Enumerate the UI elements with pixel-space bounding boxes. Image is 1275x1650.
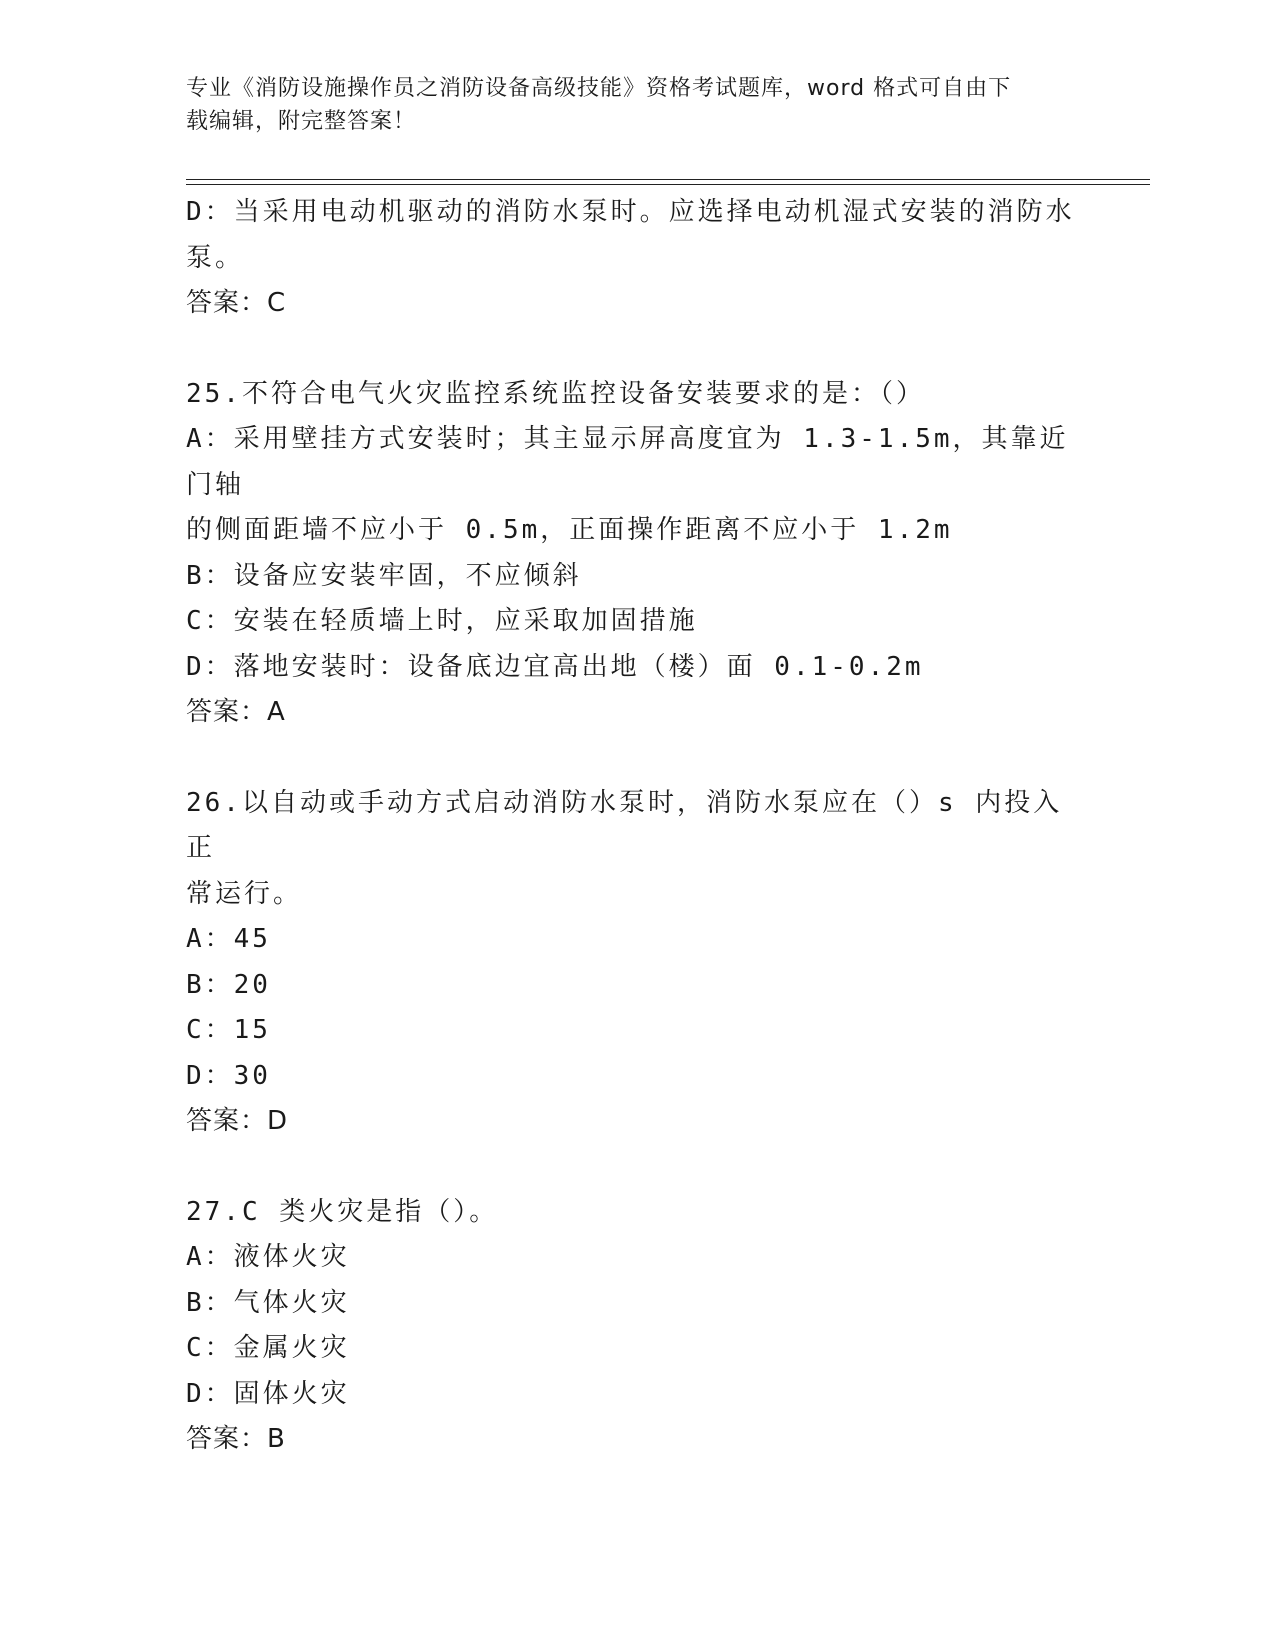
option-c: C：金属火灾 [186, 1333, 350, 1363]
question-block-25 [186, 372, 1086, 736]
option-b: B：气体火灾 [186, 1287, 350, 1318]
header-line-2: 载编辑，附完整答案！ [186, 109, 417, 134]
option-b: B：20 [186, 969, 271, 1000]
continued-question [186, 190, 1086, 327]
answer-line: 答案：A [186, 697, 286, 727]
question-list [186, 190, 1086, 1463]
option-c: C：安装在轻质墙上时，应采取加固措施 [186, 606, 698, 636]
question-block-27 [186, 1190, 1086, 1463]
document-header [186, 72, 1086, 138]
answer-line: 答案：D [186, 1106, 289, 1136]
answer-line: 答案：C [186, 288, 287, 318]
question-text-continued: 常运行。 [186, 878, 303, 909]
option-a-continued: 的侧面距墙不应小于 0.5m，正面操作距离不应小于 1.2m [186, 515, 953, 545]
question-text: 25.不符合电气火灾监控系统监控设备安装要求的是：（） [186, 378, 925, 409]
option-d: D：落地安装时：设备底边宜高出地（楼）面 0.1-0.2m [186, 651, 924, 682]
option-a: A：液体火灾 [186, 1242, 350, 1272]
header-divider-top [186, 179, 1150, 180]
option-a: A：采用壁挂方式安装时；其主显示屏高度宜为 1.3-1.5m，其靠近门轴 [186, 424, 1069, 500]
option-d: D：固体火灾 [186, 1378, 350, 1409]
option-d-continued: 泵。 [186, 242, 245, 273]
header-line-1: 专业《消防设施操作员之消防设备高级技能》资格考试题库，word 格式可自由下 [186, 76, 1012, 101]
header-divider-bottom [186, 184, 1150, 185]
option-b: B：设备应安装牢固，不应倾斜 [186, 560, 582, 591]
question-text: 27.C 类火灾是指（）。 [186, 1196, 499, 1227]
option-c: C：15 [186, 1015, 271, 1045]
question-block-26 [186, 781, 1086, 1145]
option-a: A：45 [186, 924, 271, 954]
question-text: 26.以自动或手动方式启动消防水泵时，消防水泵应在（）s 内投入正 [186, 787, 1063, 863]
answer-line: 答案：B [186, 1424, 286, 1454]
option-d: D：当采用电动机驱动的消防水泵时。应选择电动机湿式安装的消防水 [186, 197, 1075, 227]
option-d: D：30 [186, 1060, 271, 1091]
